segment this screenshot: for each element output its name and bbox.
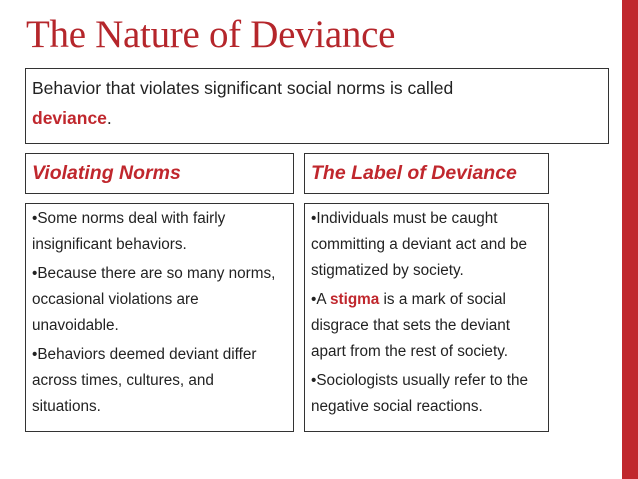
label-of-deviance-body (304, 203, 549, 432)
definition-period: . (106, 108, 112, 128)
bullet-item: •Some norms deal with fairly insignificant behaviors. (32, 210, 226, 253)
bullet-item: •Because there are so many norms, occasional violations are unavoidable. (32, 265, 276, 334)
bullet-text: •A (311, 291, 330, 308)
bullet-item: •Sociologists usually refer to the negative social reactions. (311, 372, 529, 415)
definition-text: Behavior that violates significant social norms is called (32, 78, 454, 98)
bullet-text: is a mark of social disgrace that sets the deviant apart from the rest of society. (311, 291, 510, 360)
stigma-term: stigma (329, 291, 380, 308)
violating-norms-body (25, 203, 294, 432)
bullet-item (311, 287, 542, 365)
accent-side-bar (622, 0, 638, 479)
label-of-deviance-header: The Label of Deviance (304, 153, 549, 194)
bullet-item: •Behaviors deemed deviant differ across times, cultures, and situations. (32, 346, 257, 415)
definition-box (25, 68, 609, 144)
definition-term: deviance (32, 108, 107, 128)
slide-title: The Nature of Deviance (26, 13, 396, 56)
bullet-item: •Individuals must be caught committing a deviant act and be stigmatized by society. (311, 210, 527, 279)
violating-norms-header: Violating Norms (25, 153, 294, 194)
